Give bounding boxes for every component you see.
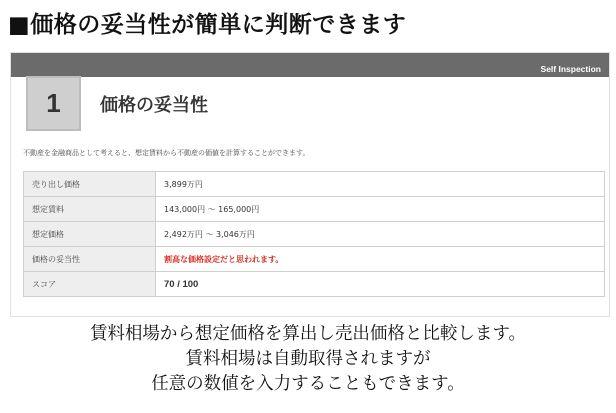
self-inspection-panel — [10, 52, 610, 317]
row-value: 143,000円 〜 165,000円 — [156, 197, 605, 222]
caption-line: 賃料相場は自動取得されますが — [185, 349, 431, 369]
section-intro: 不動産を金融商品として考えると、想定賃料から不動産の価値を計算することができます。 — [23, 149, 310, 157]
row-label: 売り出し価格 — [24, 172, 156, 197]
row-label: スコア — [24, 272, 156, 297]
row-label: 想定賃料 — [24, 197, 156, 222]
section-title: 価格の妥当性 — [100, 95, 208, 116]
section-number-badge: 1 — [26, 76, 81, 131]
caption-line: 賃料相場から想定価格を算出し売出価格と比較します。 — [89, 324, 527, 344]
row-label: 価格の妥当性 — [24, 247, 156, 272]
table-row — [24, 197, 605, 222]
row-value: 2,492万円 〜 3,046万円 — [156, 222, 605, 247]
price-table — [23, 171, 605, 297]
page-heading: ■価格の妥当性が簡単に判断できます — [8, 12, 407, 38]
caption-line: 任意の数値を入力することもできます。 — [151, 374, 465, 394]
feature-caption — [0, 322, 616, 397]
score-value: 70 / 100 — [156, 272, 605, 297]
table-row — [24, 222, 605, 247]
validity-verdict: 割高な価格設定だと思われます。 — [156, 247, 605, 272]
table-row — [24, 272, 605, 297]
panel-header-bar — [11, 53, 609, 77]
row-label: 想定価格 — [24, 222, 156, 247]
panel-tag: Self Inspection — [540, 64, 601, 74]
row-value: 3,899万円 — [156, 172, 605, 197]
table-row — [24, 172, 605, 197]
table-row — [24, 247, 605, 272]
